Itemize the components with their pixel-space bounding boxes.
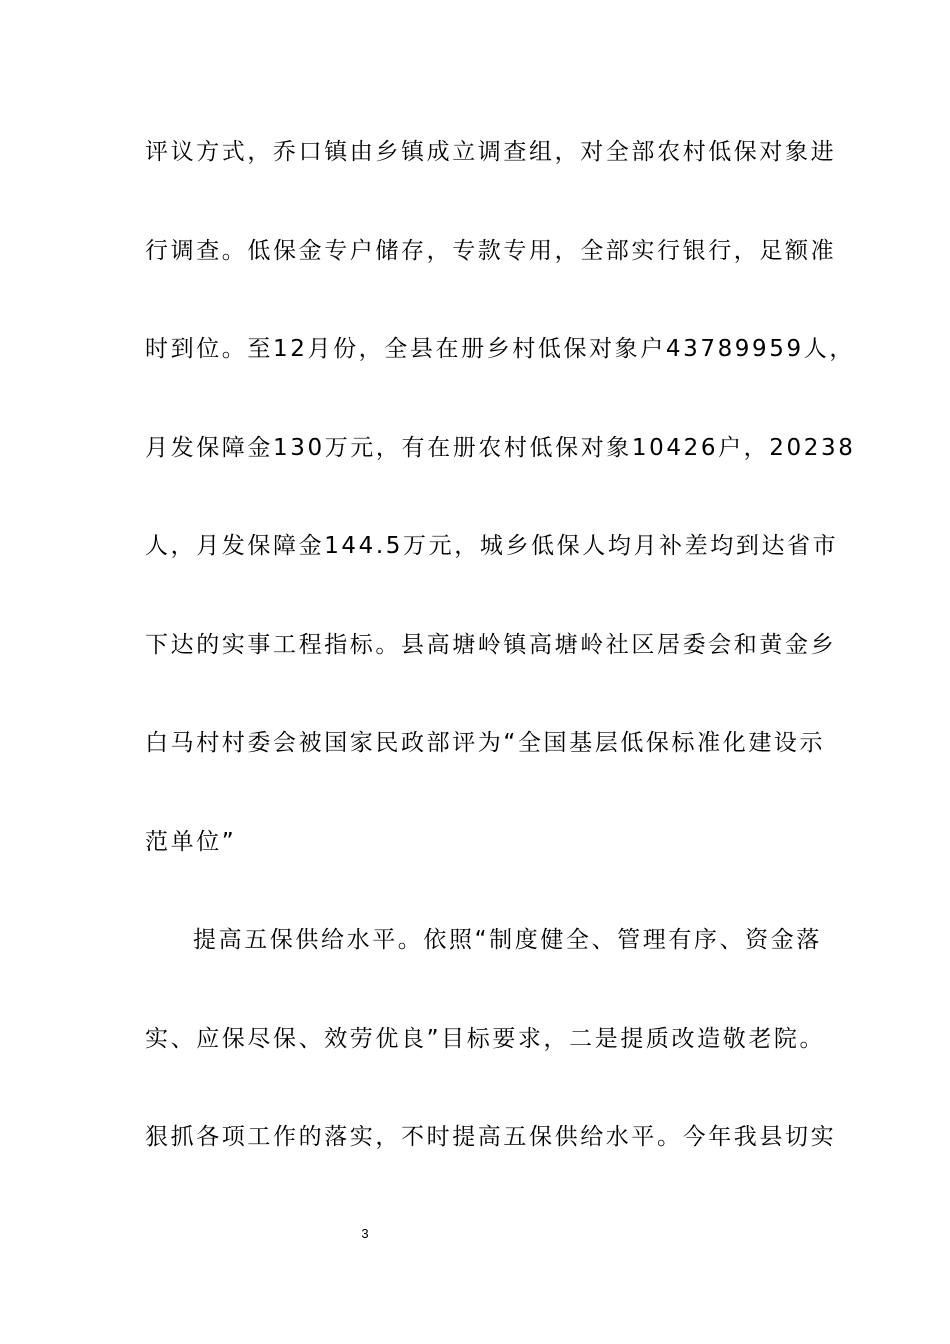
text-line: 月发保障金130万元，有在册农村低保对象10426户，20238 [145, 434, 856, 461]
text-line: 时到位。至12月份，全县在册乡村低保对象户43789959人， [145, 336, 855, 362]
page-number: 3 [361, 1226, 369, 1241]
body-text [145, 128, 856, 1212]
text-line: 实、应保尽保、效劳优良”目标要求，二是提质改造敬老院。 [145, 1025, 826, 1052]
text-line: 行调查。低保金专户储存，专款专用，全部实行银行，足额准 [145, 237, 837, 264]
text-line: 范单位” [145, 828, 237, 855]
text-line: 白马村村委会被国家民政部评为“全国基层低保标准化建设示 [145, 730, 826, 756]
text-line: 狠抓各项工作的落实，不时提高五保供给水平。今年我县切实 [145, 1124, 837, 1150]
text-line-paragraph-start: 提高五保供给水平。依照“制度健全、管理有序、资金落 [193, 927, 822, 953]
text-line: 评议方式，乔口镇由乡镇成立调查组，对全部农村低保对象进 [145, 139, 837, 165]
text-line: 下达的实事工程指标。县高塘岭镇高塘岭社区居委会和黄金乡 [145, 631, 837, 658]
text-line: 人，月发保障金144.5万元，城乡低保人均月补差均到达省市 [145, 533, 839, 559]
